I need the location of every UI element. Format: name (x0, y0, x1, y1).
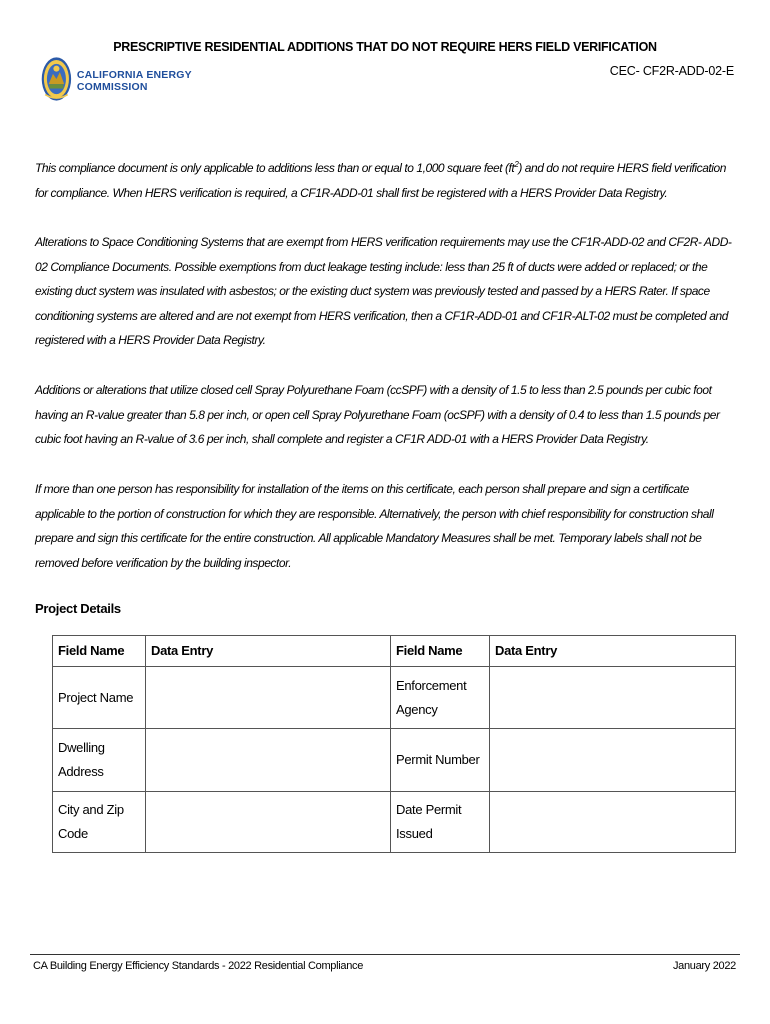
permit-number-entry[interactable] (490, 729, 736, 792)
field-label-project-name: Project Name (53, 667, 146, 729)
footer-divider (30, 954, 740, 955)
paragraph-alterations: Alterations to Space Conditioning Systems that are exempt from HERS verification requirements may use the CF1R-ADD-02 and CF2R- ADD-02 Compliance Documents. Possible exemptions from duct leakage testing include: less than 25 ft of ducts were added or replaced; or the existing duct system was insulated with asbestos; or the existing duct system was previously tested and passed by a HERS Rater. If space conditioning systems are altered and are not exempt from HERS verification, then a CF1R-ADD-01 and CF1R-ALT-02 must be completed and registered with a HERS Provider Data Registry. (35, 235, 732, 347)
footer-date: January 2022 (672, 960, 736, 972)
footer-standards: CA Building Energy Efficiency Standards - 2022 Residential Compliance (33, 960, 364, 972)
date-permit-issued-entry[interactable] (490, 792, 736, 853)
cec-logo (40, 50, 240, 108)
enforcement-agency-entry[interactable] (490, 667, 736, 729)
document-title: PRESCRIPTIVE RESIDENTIAL ADDITIONS THAT DO NOT REQUIRE HERS FIELD VERIFICATION (113, 40, 657, 54)
table-header-row (53, 636, 736, 667)
header-field-name-1: Field Name (53, 636, 146, 667)
field-label-permit-number: Permit Number (391, 729, 490, 792)
field-label-dwelling-address: Dwelling Address (53, 729, 146, 792)
field-label-enforcement-agency: Enforcement Agency (391, 667, 490, 729)
california-energy-commission-seal-icon (40, 51, 73, 107)
project-name-entry[interactable] (146, 667, 391, 729)
logo-text: CALIFORNIA ENERGY COMMISSION (76, 69, 192, 93)
field-label-date-permit-issued: Date Permit Issued (391, 792, 490, 853)
paragraph-applicability (35, 156, 740, 205)
city-zip-entry[interactable] (146, 792, 391, 853)
paragraph-applicability-text-1: This compliance document is only applicable to additions less than or equal to 1,000 square feet (ft (35, 161, 515, 175)
table-row (53, 792, 736, 853)
section-title-project-details: Project Details (35, 601, 121, 616)
field-label-city-zip: City and Zip Code (53, 792, 146, 853)
paragraph-responsibility: If more than one person has responsibility for installation of the items on this certificate, each person shall prepare and sign a certificate applicable to the portion of construction for which they are responsible. Alternatively, the person with chief responsibility for construction shall prepare and sign this certificate for the entire construction. All applicable Mandatory Measures shall be met. Temporary labels shall not be removed before verification by the building inspector. (35, 482, 714, 570)
table-row (53, 667, 736, 729)
header-data-entry-1: Data Entry (146, 636, 391, 667)
dwelling-address-entry[interactable] (146, 729, 391, 792)
paragraph-applicability-text-2: ) and do not require HERS field verification for compliance. When HERS verification is required, a CF1R-ADD-01 shall first be registered with a HERS Provider Data Registry. (35, 161, 726, 200)
superscript-2: 2 (514, 160, 519, 169)
form-code: CEC- CF2R-ADD-02-E (609, 64, 734, 78)
paragraph-spray-foam: Additions or alterations that utilize closed cell Spray Polyurethane Foam (ccSPF) with a density of 1.5 to less than 2.5 pounds per cubic foot having an R-value greater than 5.8 per inch, or open cell Spray Polyurethane Foam (ocSPF) with a density of 0.4 to less than 1.5 pounds per cubic foot having an R-value of 3.6 per inch, shall complete and register a CF1R ADD-01 with a HERS Provider Data Registry. (35, 383, 720, 446)
table-row (53, 729, 736, 792)
header-field-name-2: Field Name (391, 636, 490, 667)
project-details-table (52, 635, 736, 853)
header-data-entry-2: Data Entry (490, 636, 736, 667)
